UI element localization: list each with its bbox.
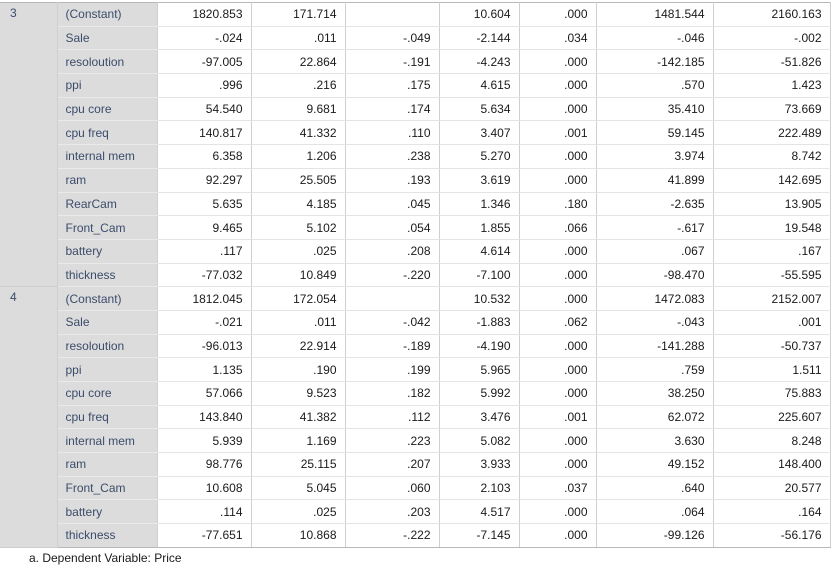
sig-cell: .037: [519, 476, 596, 500]
b-cell: -77.651: [157, 524, 251, 548]
std-error-cell: .216: [251, 74, 345, 98]
predictor-label: thickness: [57, 263, 157, 287]
beta-cell: .110: [345, 121, 439, 145]
table-row: [0, 500, 830, 524]
std-error-cell: 10.849: [251, 263, 345, 287]
sig-cell: .066: [519, 216, 596, 240]
predictor-label: Sale: [57, 310, 157, 334]
ci-upper-cell: 225.607: [713, 405, 830, 429]
t-cell: -4.243: [439, 50, 519, 74]
ci-upper-cell: 2152.007: [713, 287, 830, 311]
ci-lower-cell: -.617: [596, 216, 713, 240]
std-error-cell: 41.382: [251, 405, 345, 429]
table-row: [0, 405, 830, 429]
predictor-label: cpu freq: [57, 121, 157, 145]
ci-upper-cell: 2160.163: [713, 3, 830, 27]
t-cell: 1.855: [439, 216, 519, 240]
sig-cell: .000: [519, 287, 596, 311]
table-row: [0, 3, 830, 27]
predictor-label: Front_Cam: [57, 476, 157, 500]
std-error-cell: .011: [251, 310, 345, 334]
table-row: [0, 382, 830, 406]
b-cell: -96.013: [157, 334, 251, 358]
sig-cell: .000: [519, 453, 596, 477]
b-cell: 5.939: [157, 429, 251, 453]
ci-upper-cell: -50.737: [713, 334, 830, 358]
std-error-cell: 10.868: [251, 524, 345, 548]
ci-lower-cell: -.043: [596, 310, 713, 334]
ci-upper-cell: 13.905: [713, 192, 830, 216]
ci-lower-cell: -98.470: [596, 263, 713, 287]
b-cell: -.024: [157, 26, 251, 50]
beta-cell: -.189: [345, 334, 439, 358]
ci-upper-cell: -.002: [713, 26, 830, 50]
footnote-dependent-variable: a. Dependent Variable: Price: [29, 551, 182, 565]
std-error-cell: 5.045: [251, 476, 345, 500]
sig-cell: .000: [519, 239, 596, 263]
t-cell: 1.346: [439, 192, 519, 216]
b-cell: 98.776: [157, 453, 251, 477]
t-cell: -7.145: [439, 524, 519, 548]
std-error-cell: 172.054: [251, 287, 345, 311]
b-cell: 1812.045: [157, 287, 251, 311]
ci-upper-cell: -56.176: [713, 524, 830, 548]
ci-lower-cell: -2.635: [596, 192, 713, 216]
ci-lower-cell: 35.410: [596, 97, 713, 121]
b-cell: 143.840: [157, 405, 251, 429]
beta-cell: -.222: [345, 524, 439, 548]
beta-cell: .112: [345, 405, 439, 429]
ci-upper-cell: 1.511: [713, 358, 830, 382]
predictor-label: cpu core: [57, 382, 157, 406]
predictor-label: battery: [57, 239, 157, 263]
predictor-label: ppi: [57, 74, 157, 98]
ci-upper-cell: 75.883: [713, 382, 830, 406]
std-error-cell: 9.681: [251, 97, 345, 121]
predictor-label: (Constant): [57, 287, 157, 311]
beta-cell: [345, 3, 439, 27]
ci-upper-cell: 8.742: [713, 145, 830, 169]
table-row: [0, 26, 830, 50]
std-error-cell: 25.115: [251, 453, 345, 477]
predictor-label: ram: [57, 453, 157, 477]
ci-upper-cell: 148.400: [713, 453, 830, 477]
sig-cell: .001: [519, 121, 596, 145]
b-cell: .996: [157, 74, 251, 98]
std-error-cell: 171.714: [251, 3, 345, 27]
ci-lower-cell: 1472.083: [596, 287, 713, 311]
ci-upper-cell: -55.595: [713, 263, 830, 287]
ci-upper-cell: .167: [713, 239, 830, 263]
predictor-label: Sale: [57, 26, 157, 50]
sig-cell: .000: [519, 50, 596, 74]
t-cell: -4.190: [439, 334, 519, 358]
sig-cell: .000: [519, 145, 596, 169]
predictor-label: thickness: [57, 524, 157, 548]
table-row: [0, 145, 830, 169]
predictor-label: (Constant): [57, 3, 157, 27]
std-error-cell: 5.102: [251, 216, 345, 240]
ci-lower-cell: -.046: [596, 26, 713, 50]
b-cell: -.021: [157, 310, 251, 334]
ci-upper-cell: 8.248: [713, 429, 830, 453]
beta-cell: .208: [345, 239, 439, 263]
b-cell: 9.465: [157, 216, 251, 240]
t-cell: 3.407: [439, 121, 519, 145]
sig-cell: .000: [519, 168, 596, 192]
coefficients-table: [0, 2, 831, 548]
std-error-cell: 1.169: [251, 429, 345, 453]
sig-cell: .000: [519, 97, 596, 121]
predictor-label: ram: [57, 168, 157, 192]
b-cell: 1820.853: [157, 3, 251, 27]
sig-cell: .000: [519, 3, 596, 27]
b-cell: .117: [157, 239, 251, 263]
t-cell: 3.476: [439, 405, 519, 429]
ci-upper-cell: 20.577: [713, 476, 830, 500]
ci-lower-cell: 38.250: [596, 382, 713, 406]
ci-lower-cell: 3.630: [596, 429, 713, 453]
ci-lower-cell: 41.899: [596, 168, 713, 192]
beta-cell: .193: [345, 168, 439, 192]
table-row: [0, 74, 830, 98]
beta-cell: .203: [345, 500, 439, 524]
ci-lower-cell: -99.126: [596, 524, 713, 548]
t-cell: -2.144: [439, 26, 519, 50]
ci-lower-cell: 62.072: [596, 405, 713, 429]
b-cell: 140.817: [157, 121, 251, 145]
t-cell: 5.270: [439, 145, 519, 169]
t-cell: 4.614: [439, 239, 519, 263]
b-cell: 54.540: [157, 97, 251, 121]
beta-cell: -.049: [345, 26, 439, 50]
table-row: [0, 429, 830, 453]
table-row: [0, 192, 830, 216]
sig-cell: .000: [519, 74, 596, 98]
predictor-label: cpu core: [57, 97, 157, 121]
sig-cell: .000: [519, 524, 596, 548]
ci-upper-cell: 142.695: [713, 168, 830, 192]
sig-cell: .034: [519, 26, 596, 50]
t-cell: 10.604: [439, 3, 519, 27]
predictor-label: internal mem: [57, 145, 157, 169]
std-error-cell: .025: [251, 239, 345, 263]
std-error-cell: 1.206: [251, 145, 345, 169]
ci-upper-cell: 222.489: [713, 121, 830, 145]
t-cell: 4.517: [439, 500, 519, 524]
table-row: [0, 97, 830, 121]
b-cell: 1.135: [157, 358, 251, 382]
t-cell: -1.883: [439, 310, 519, 334]
predictor-label: battery: [57, 500, 157, 524]
b-cell: -97.005: [157, 50, 251, 74]
t-cell: 5.965: [439, 358, 519, 382]
std-error-cell: .025: [251, 500, 345, 524]
std-error-cell: 9.523: [251, 382, 345, 406]
b-cell: 5.635: [157, 192, 251, 216]
table-row: [0, 358, 830, 382]
table-row: [0, 524, 830, 548]
t-cell: 5.082: [439, 429, 519, 453]
t-cell: 4.615: [439, 74, 519, 98]
beta-cell: .238: [345, 145, 439, 169]
table-row: [0, 50, 830, 74]
ci-lower-cell: -141.288: [596, 334, 713, 358]
t-cell: 3.619: [439, 168, 519, 192]
predictor-label: resoloution: [57, 334, 157, 358]
b-cell: 57.066: [157, 382, 251, 406]
table-row: [0, 310, 830, 334]
sig-cell: .000: [519, 382, 596, 406]
beta-cell: .207: [345, 453, 439, 477]
ci-lower-cell: 49.152: [596, 453, 713, 477]
ci-lower-cell: 1481.544: [596, 3, 713, 27]
sig-cell: .000: [519, 358, 596, 382]
ci-lower-cell: -142.185: [596, 50, 713, 74]
sig-cell: .180: [519, 192, 596, 216]
beta-cell: .182: [345, 382, 439, 406]
ci-lower-cell: 3.974: [596, 145, 713, 169]
t-cell: 5.634: [439, 97, 519, 121]
beta-cell: .223: [345, 429, 439, 453]
beta-cell: .175: [345, 74, 439, 98]
beta-cell: .174: [345, 97, 439, 121]
beta-cell: [345, 287, 439, 311]
beta-cell: .060: [345, 476, 439, 500]
b-cell: 10.608: [157, 476, 251, 500]
table-row: [0, 453, 830, 477]
t-cell: 5.992: [439, 382, 519, 406]
ci-upper-cell: 19.548: [713, 216, 830, 240]
beta-cell: -.042: [345, 310, 439, 334]
sig-cell: .000: [519, 500, 596, 524]
beta-cell: -.191: [345, 50, 439, 74]
ci-lower-cell: .067: [596, 239, 713, 263]
std-error-cell: 41.332: [251, 121, 345, 145]
std-error-cell: 4.185: [251, 192, 345, 216]
beta-cell: -.220: [345, 263, 439, 287]
table-row: [0, 168, 830, 192]
b-cell: .114: [157, 500, 251, 524]
table-row: [0, 476, 830, 500]
sig-cell: .062: [519, 310, 596, 334]
std-error-cell: 22.914: [251, 334, 345, 358]
predictor-label: Front_Cam: [57, 216, 157, 240]
std-error-cell: 25.505: [251, 168, 345, 192]
ci-lower-cell: .759: [596, 358, 713, 382]
predictor-label: cpu freq: [57, 405, 157, 429]
table-row: [0, 239, 830, 263]
ci-lower-cell: 59.145: [596, 121, 713, 145]
predictor-label: resoloution: [57, 50, 157, 74]
ci-upper-cell: 1.423: [713, 74, 830, 98]
std-error-cell: 22.864: [251, 50, 345, 74]
t-cell: -7.100: [439, 263, 519, 287]
ci-upper-cell: .164: [713, 500, 830, 524]
beta-cell: .199: [345, 358, 439, 382]
beta-cell: .054: [345, 216, 439, 240]
ci-lower-cell: .064: [596, 500, 713, 524]
table-row: [0, 121, 830, 145]
table-row: [0, 287, 830, 311]
predictor-label: internal mem: [57, 429, 157, 453]
predictor-label: RearCam: [57, 192, 157, 216]
sig-cell: .000: [519, 429, 596, 453]
sig-cell: .001: [519, 405, 596, 429]
table-row: [0, 334, 830, 358]
beta-cell: .045: [345, 192, 439, 216]
ci-upper-cell: -51.826: [713, 50, 830, 74]
t-cell: 2.103: [439, 476, 519, 500]
t-cell: 3.933: [439, 453, 519, 477]
ci-lower-cell: .640: [596, 476, 713, 500]
ci-lower-cell: .570: [596, 74, 713, 98]
b-cell: -77.032: [157, 263, 251, 287]
ci-upper-cell: 73.669: [713, 97, 830, 121]
std-error-cell: .190: [251, 358, 345, 382]
predictor-label: ppi: [57, 358, 157, 382]
b-cell: 6.358: [157, 145, 251, 169]
sig-cell: .000: [519, 334, 596, 358]
b-cell: 92.297: [157, 168, 251, 192]
std-error-cell: .011: [251, 26, 345, 50]
model-number-cell: 3: [0, 3, 57, 287]
ci-upper-cell: .001: [713, 310, 830, 334]
sig-cell: .000: [519, 263, 596, 287]
model-number-cell: 4: [0, 287, 57, 548]
t-cell: 10.532: [439, 287, 519, 311]
table-row: [0, 216, 830, 240]
table-row: [0, 263, 830, 287]
